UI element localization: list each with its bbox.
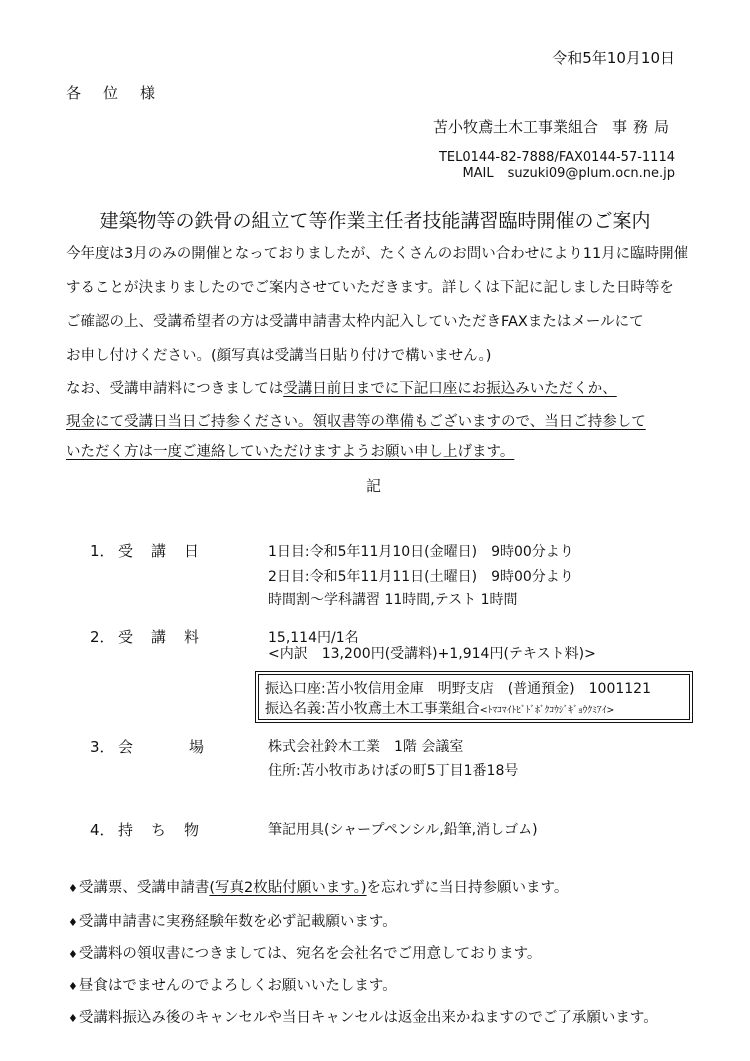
item-value: 株式会社鈴木工業 1階 会議室: [268, 739, 464, 755]
item-value: 時間割～学科講習 11時間,テスト 1時間: [268, 592, 518, 608]
underlined-text: 領収書等の準備もございますので、当日ご持参して: [312, 414, 646, 430]
body-line: [66, 377, 617, 398]
item-number: 1．: [90, 542, 115, 560]
note-text: 受講票、受講申請書: [78, 880, 210, 896]
bank-holder-kana: <ﾄﾏｺﾏｲﾄﾋﾞﾄﾞﾎﾞｸｺｳｼﾞｷﾞｮｳｸﾐｱｲ>: [479, 705, 615, 716]
item-label-belongings: [90, 819, 217, 840]
item-title: 会場: [118, 738, 261, 756]
body-line: [66, 440, 514, 461]
note-item: [68, 876, 568, 897]
mail-address: suzuki09@plum.ocn.ne.jp: [507, 166, 675, 181]
sender-office: 事務局: [611, 118, 675, 136]
underlined-text: いただく方は一度ご連絡していただけますようお願い申し上げます。: [66, 444, 515, 460]
body-text: なお、受講申請料につきましては: [66, 381, 284, 397]
item-number: 4．: [90, 821, 115, 839]
document-title: 建築物等の鉄骨の組立て等作業主任者技能講習臨時開催のご案内: [99, 210, 651, 232]
note-item: [68, 974, 397, 995]
item-value: <内訳 13,200円(受講料)+1,914円(テキスト料)>: [268, 646, 596, 662]
item-value: 1日目:令和5年11月10日(金曜日) 9時00分より: [268, 544, 574, 560]
body-line: ご確認の上、受講希望者の方は受講申請書太枠内記入していただきFAXまたはメールにて: [66, 314, 644, 330]
note-item: [68, 942, 541, 963]
body-line: お申し付けください。(顔写真は受講当日貼り付けで構いません。): [66, 348, 492, 364]
diamond-bullet-icon: ♦: [68, 1012, 78, 1025]
document-date: 令和5年10月10日: [552, 49, 675, 67]
sender-org: 苫小牧鳶土木工事業組合: [432, 118, 598, 136]
item-title: 受講料: [118, 628, 218, 646]
body-line: [66, 410, 646, 431]
item-label-fee: [90, 626, 217, 647]
body-line: 今年度は3月のみの開催となっておりましたが、たくさんのお問い合わせにより11月に臨時開催: [66, 246, 689, 262]
mail-label: MAIL: [462, 166, 494, 181]
diamond-bullet-icon: ♦: [68, 882, 78, 895]
bank-account-box: [258, 674, 690, 720]
sender: [433, 116, 675, 137]
item-label-date: [90, 540, 217, 561]
item-value: 住所:苫小牧市あけぼの町5丁目1番18号: [268, 763, 519, 779]
item-title: 受講日: [118, 542, 218, 560]
tel-fax: TEL0144-82-7888/FAX0144-57-1114: [438, 150, 675, 165]
item-number: 2．: [90, 628, 115, 646]
note-item: [68, 1006, 658, 1027]
bank-account: 振込口座:苫小牧信用金庫 明野支店 (普通預金) 1001121: [265, 681, 651, 697]
bank-holder-name: 振込名義:苫小牧鳶土木工事業組合: [265, 701, 480, 717]
addressee: 各位様: [66, 84, 178, 102]
item-number: 3．: [90, 738, 115, 756]
item-title: 持ち物: [118, 821, 218, 839]
diamond-bullet-icon: ♦: [68, 948, 78, 961]
note-text: 受講申請書に実務経験年数を必ず記載願います。: [78, 914, 397, 930]
note-text: 昼食はでませんのでよろしくお願いいたします。: [78, 978, 397, 994]
note-text: を忘れずに当日持参願います。: [366, 880, 569, 896]
item-value: 15,114円/1名: [268, 630, 359, 646]
underlined-text: (写真2枚貼付願います。): [209, 880, 367, 896]
ki-heading: 記: [366, 477, 382, 495]
diamond-bullet-icon: ♦: [68, 980, 78, 993]
underlined-text: 受講日前日までに下記口座にお振込みいただくか、: [283, 381, 617, 397]
bank-holder: [265, 698, 614, 718]
item-label-venue: [90, 736, 260, 757]
note-text: 受講料振込み後のキャンセルや当日キャンセルは返金出来かねますのでご了承願います。: [78, 1010, 658, 1026]
note-text: 受講料の領収書につきましては、宛名を会社名でご用意しております。: [78, 946, 542, 962]
mail-line: [462, 166, 675, 181]
item-value: 筆記用具(シャープペンシル,鉛筆,消しゴム): [268, 822, 538, 838]
underlined-text: 現金にて受講日当日ご持参ください。: [66, 414, 313, 430]
item-value: 2日目:令和5年11月11日(土曜日) 9時00分より: [268, 569, 574, 585]
note-item: [68, 910, 397, 931]
diamond-bullet-icon: ♦: [68, 916, 78, 929]
body-line: することが決まりましたのでご案内させていただきます。詳しくは下記に記しました日時等を: [66, 280, 674, 296]
